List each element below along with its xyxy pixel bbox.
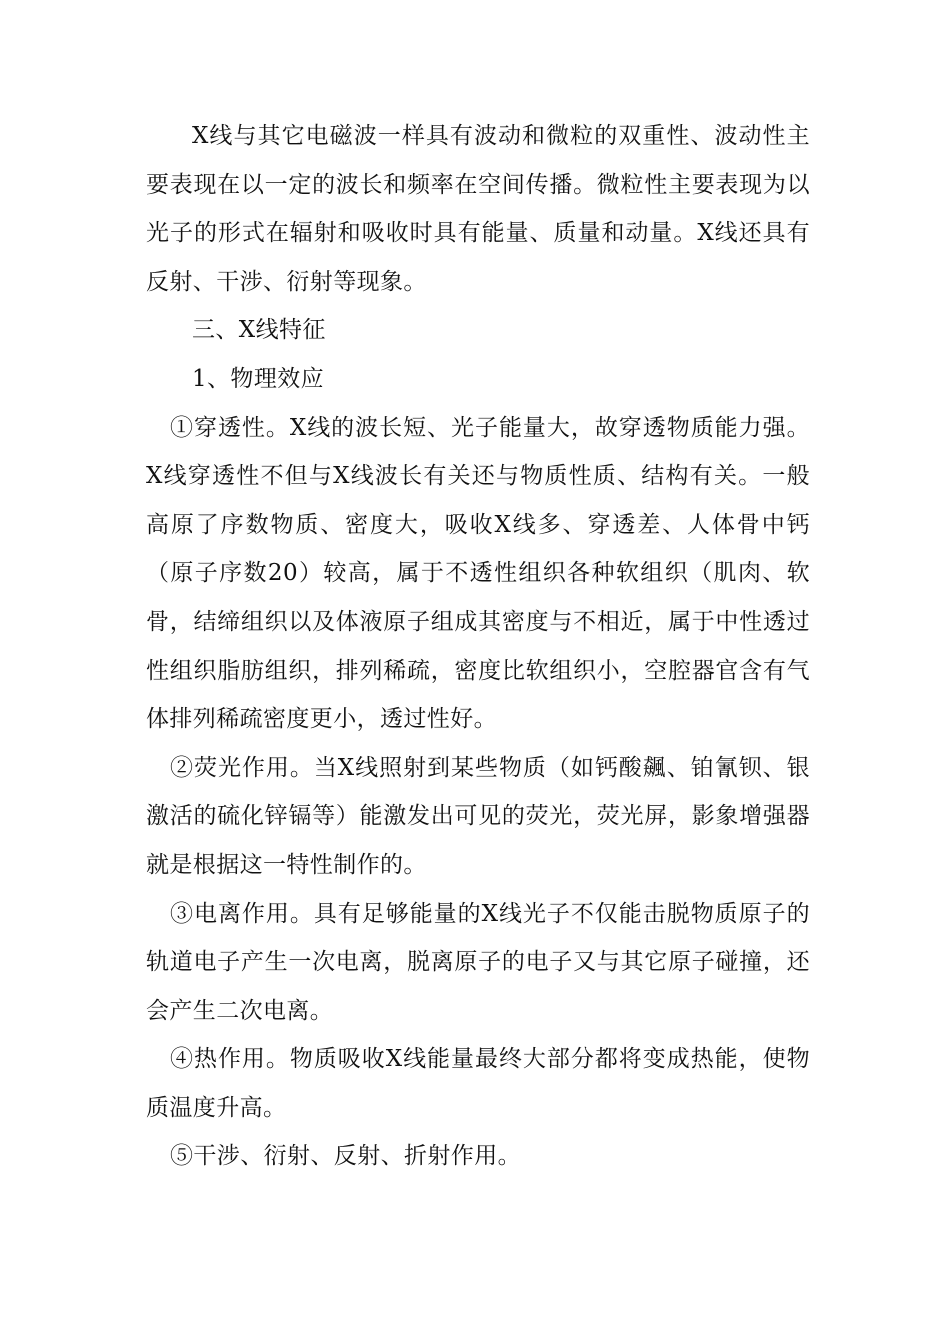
section-heading: 三、X线特征 (192, 317, 326, 344)
subsection-heading: 1、物理效应 (192, 365, 325, 392)
document-page (146, 112, 810, 1181)
list-item-thermal: ④热作用。物质吸收X线能量最终大部分都将变成热能，使物质温度升高。 (146, 1046, 810, 1121)
intro-paragraph: X线与其它电磁波一样具有波动和微粒的双重性、波动性主要表现在以一定的波长和频率在空间传播。微粒性主要表现为以光子的形式在辐射和吸收时具有能量、质量和动量。X线还具有反射、干涉、衍射等现象。 (146, 123, 810, 295)
list-item-interference: ⑤干涉、衍射、反射、折射作用。 (170, 1143, 521, 1170)
list-item-ionization: ③电离作用。具有足够能量的X线光子不仅能击脱物质原子的轨道电子产生一次电离，脱离原子的电子又与其它原子碰撞，还会产生二次电离。 (146, 900, 810, 1024)
list-item-fluorescence: ②荧光作用。当X线照射到某些物质（如钙酸飆、铂氰钡、银激活的硫化锌镉等）能激发出可见的荧光，荧光屏，影象增强器就是根据这一特性制作的。 (146, 754, 810, 878)
list-item-penetration: ①穿透性。X线的波长短、光子能量大，故穿透物质能力强。X线穿透性不但与X线波长有关还与物质性质、结构有关。一般高原了序数物质、密度大，吸收X线多、穿透差、人体骨中钙（原子序数20）较高，属于不透性组织各种软组织（肌肉、软骨，结缔组织以及体液原子组成其密度与不相近，属于中性透过性组织脂肪组织，排列稀疏，密度比软组织小，空腔器官含有气体排列稀疏密度更小，透过性好。 (146, 414, 810, 733)
